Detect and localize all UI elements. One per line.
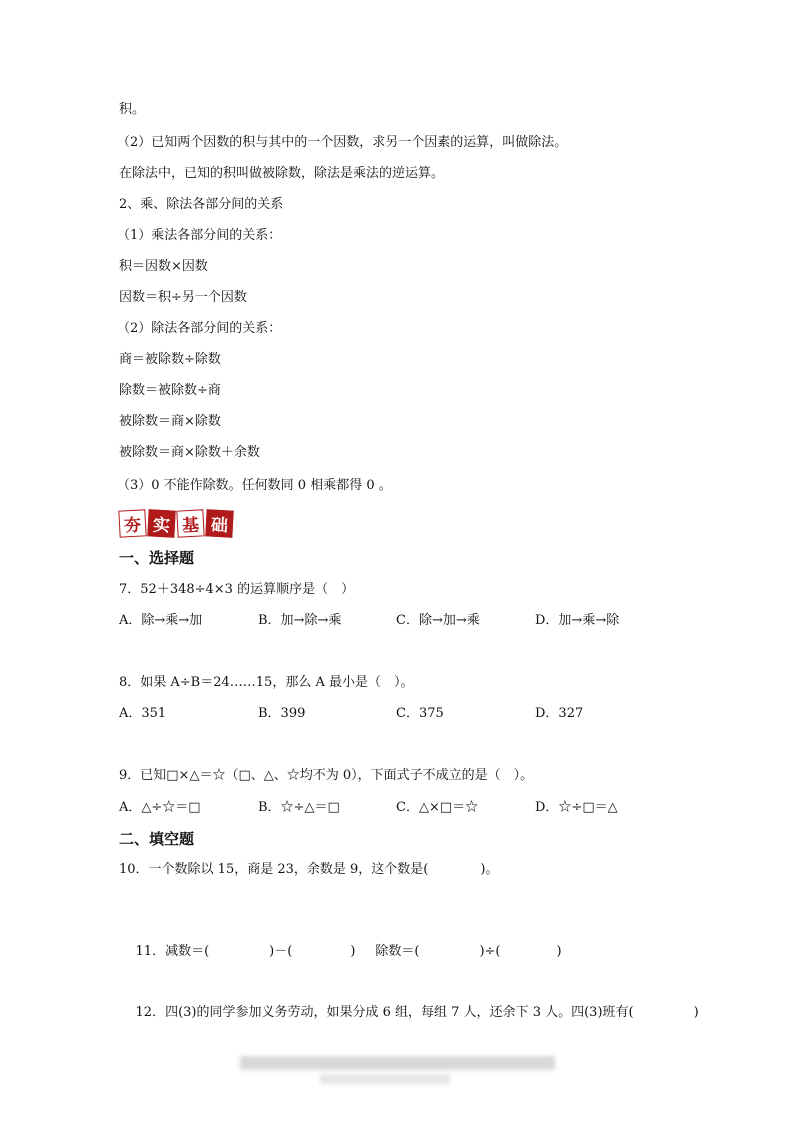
question-10: 10．一个数除以 15，商是 23，余数是 9，这个数是( )。 (119, 862, 499, 877)
q8-option-a: A．351 (119, 706, 167, 721)
formula-line: 积＝因数×因数 (119, 259, 208, 274)
question-8-stem: 8．如果 A÷B＝24……15，那么 A 最小是（ ）。 (119, 675, 414, 690)
section-heading-choice: 一、选择题 (119, 549, 195, 567)
q8-option-d: D．327 (535, 706, 584, 721)
question-9-stem: 9．已知□×△＝☆（□、△、☆均不为 0），下面式子不成立的是（ ）。 (119, 768, 534, 783)
blurred-footer (240, 1056, 555, 1070)
q11-part: 除数＝( (375, 944, 420, 959)
q12-close: ) (693, 1005, 699, 1020)
q11-part: )－( (269, 944, 293, 959)
question-11 (119, 925, 562, 979)
q7-option-a: A．除→乘→加 (119, 613, 203, 628)
formula-line: 商＝被除数÷除数 (119, 352, 221, 367)
formula-line: 被除数＝商×除数＋余数 (119, 445, 260, 460)
banner-char: 基 (176, 509, 204, 537)
text-line: 积。 (119, 102, 146, 117)
q11-part: ) (350, 944, 356, 959)
section-banner (119, 507, 233, 539)
q11-part: )÷( (479, 944, 501, 959)
banner-char: 夯 (118, 509, 146, 537)
q9-option-b: B．☆÷△＝□ (258, 800, 340, 815)
q11-part: 11．减数＝( (135, 944, 210, 959)
text-line: （2）已知两个因数的积与其中的一个因数，求另一个因素的运算，叫做除法。 (117, 135, 568, 150)
q7-option-c: C．除→加→乘 (396, 613, 480, 628)
q9-option-c: C．△×□＝☆ (396, 800, 479, 815)
text-line: 在除法中，已知的积叫做被除数，除法是乘法的逆运算。 (119, 166, 445, 181)
banner-char: 实 (147, 509, 175, 537)
q12-text: 12．四(3)的同学参加义务劳动，如果分成 6 组，每组 7 人，还余下 3 人。四(3)班有( (135, 1005, 634, 1020)
formula-line: 被除数＝商×除数 (119, 414, 221, 429)
text-line: 2、乘、除法各部分间的关系 (119, 197, 284, 212)
text-line: （2）除法各部分间的关系： (117, 321, 282, 336)
q7-option-d: D．加→乘→除 (535, 613, 620, 628)
formula-line: 除数＝被除数÷商 (119, 383, 221, 398)
q9-option-d: D．☆÷□＝△ (535, 800, 618, 815)
q7-option-b: B．加→除→乘 (258, 613, 342, 628)
q8-option-b: B．399 (258, 706, 306, 721)
text-line: （3）0 不能作除数。任何数同 0 相乘都得 0 。 (117, 478, 392, 493)
question-7-stem: 7．52＋348÷4×3 的运算顺序是（ ） (119, 582, 355, 597)
banner-char: 础 (205, 509, 233, 537)
formula-line: 因数＝积÷另一个因数 (119, 290, 247, 305)
blurred-footer (320, 1074, 450, 1084)
text-line: （1）乘法各部分间的关系： (117, 228, 282, 243)
question-12 (119, 986, 699, 1040)
q11-part: ) (556, 944, 562, 959)
q9-option-a: A．△÷☆＝□ (119, 800, 201, 815)
section-heading-fill: 二、填空题 (119, 830, 195, 848)
q8-option-c: C．375 (396, 706, 444, 721)
